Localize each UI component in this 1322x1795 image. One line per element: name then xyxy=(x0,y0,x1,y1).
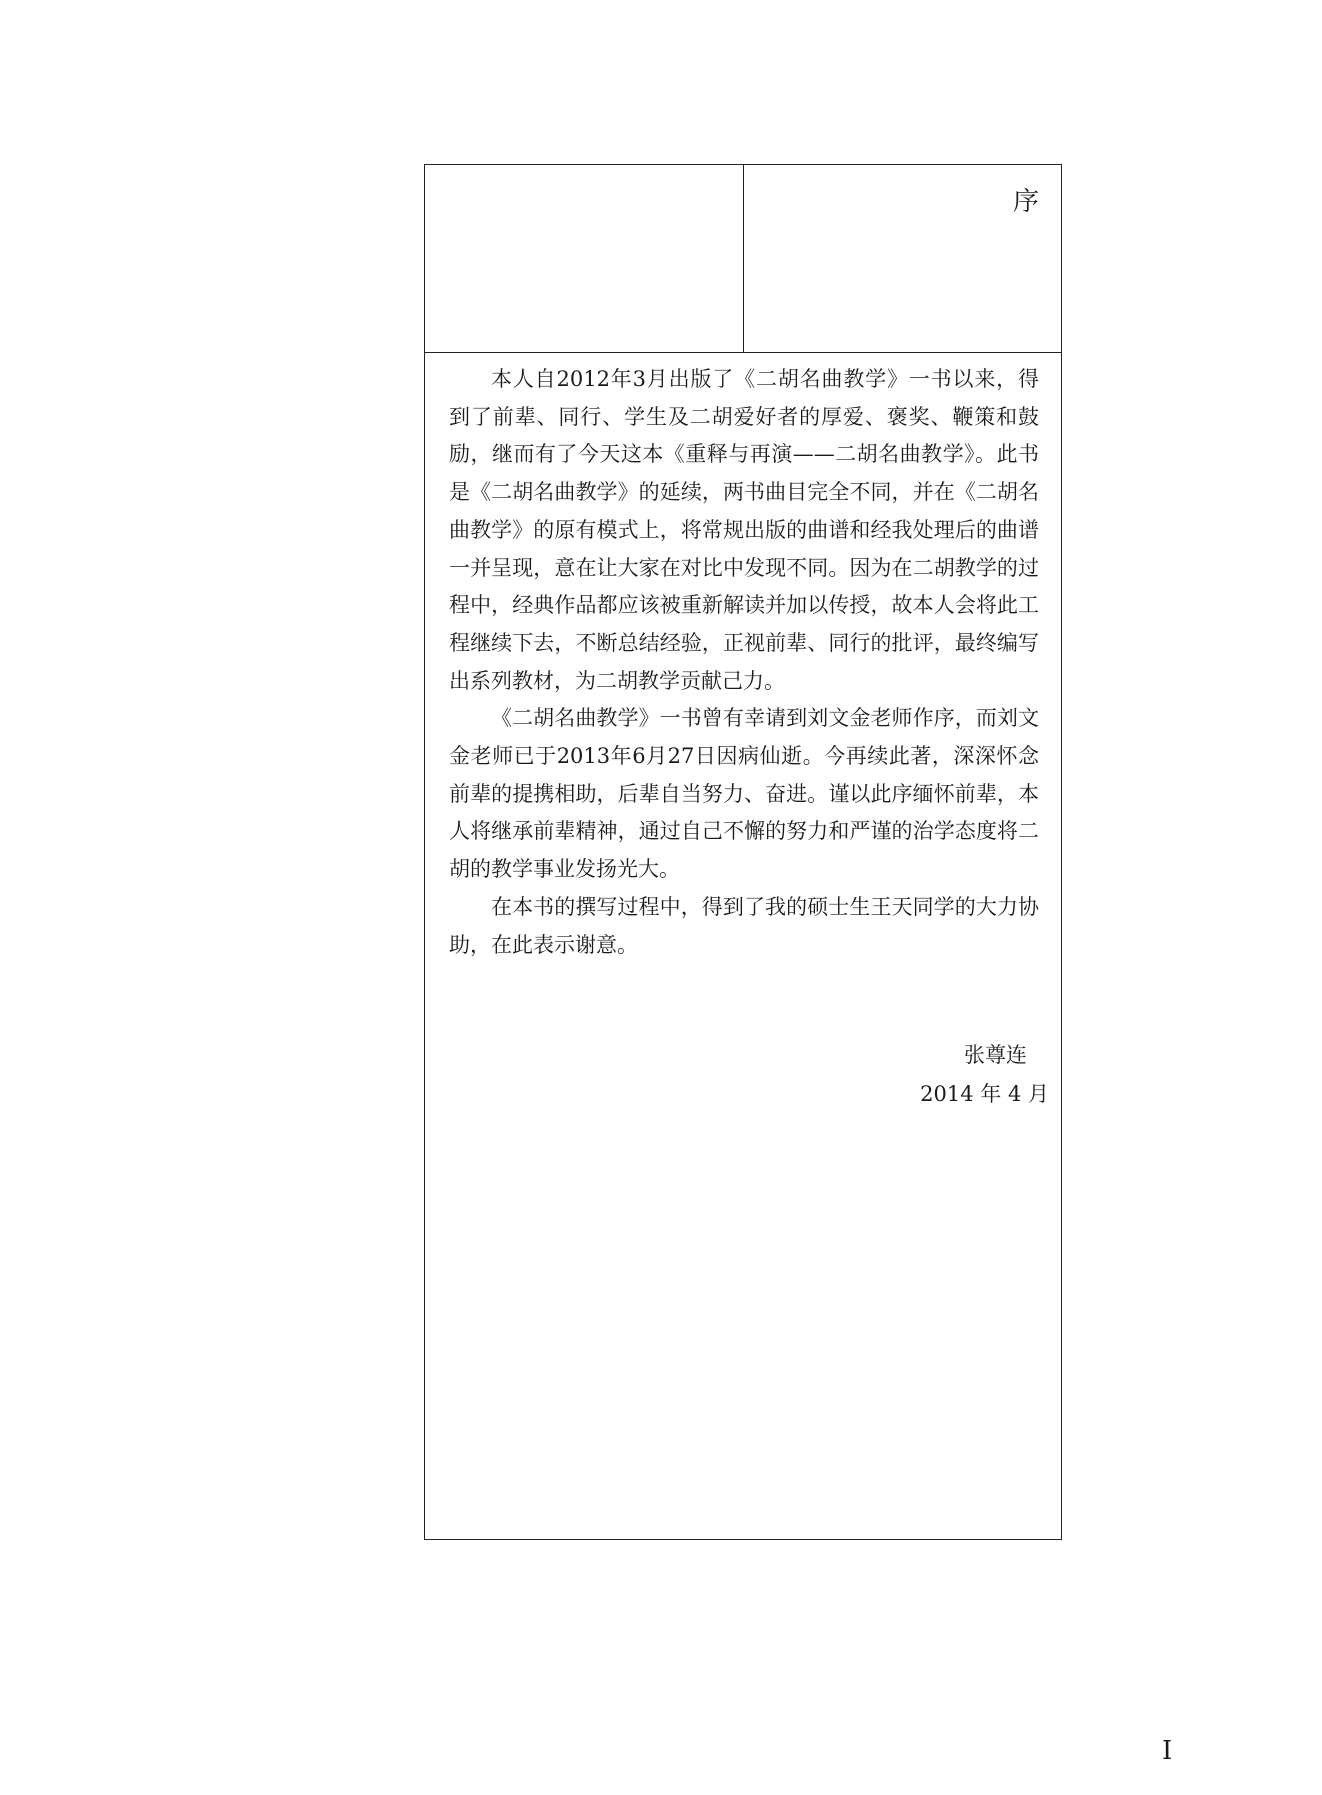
header-row xyxy=(425,165,1061,353)
header-divider xyxy=(743,165,744,353)
author-signature: 张尊连 xyxy=(964,1043,1027,1067)
page-number: I xyxy=(1162,1736,1173,1766)
preface-body xyxy=(449,361,1039,964)
signature-date: 2014 年 4 月 xyxy=(920,1082,1049,1106)
preface-paragraph-2: 《二胡名曲教学》一书曾有幸请到刘文金老师作序，而刘文金老师已于2013年6月27日因病仙逝。今再续此著，深深怀念前辈的提携相助，后辈自当努力、奋进。谨以此序缅怀前辈，本人将继承前辈精神，通过自己不懈的努力和严谨的治学态度将二胡的教学事业发扬光大。 xyxy=(449,706,1039,882)
preface-frame xyxy=(424,164,1062,1540)
preface-paragraph-3: 在本书的撰写过程中，得到了我的硕士生王天同学的大力协助，在此表示谢意。 xyxy=(449,894,1039,957)
preface-title: 序 xyxy=(1012,187,1039,217)
preface-paragraph-1: 本人自2012年3月出版了《二胡名曲教学》一书以来，得到了前辈、同行、学生及二胡爱好者的厚爱、褒奖、鞭策和鼓励，继而有了今天这本《重释与再演——二胡名曲教学》。此书是《二胡名曲教学》的延续，两书曲目完全不同，并在《二胡名曲教学》的原有模式上，将常规出版的曲谱和经我处理后的曲谱一并呈现，意在让大家在对比中发现不同。因为在二胡教学的过程中，经典作品都应该被重新解读并加以传授，故本人会将此工程继续下去，不断总结经验，正视前辈、同行的批评，最终编写出系列教材，为二胡教学贡献己力。 xyxy=(449,367,1039,693)
